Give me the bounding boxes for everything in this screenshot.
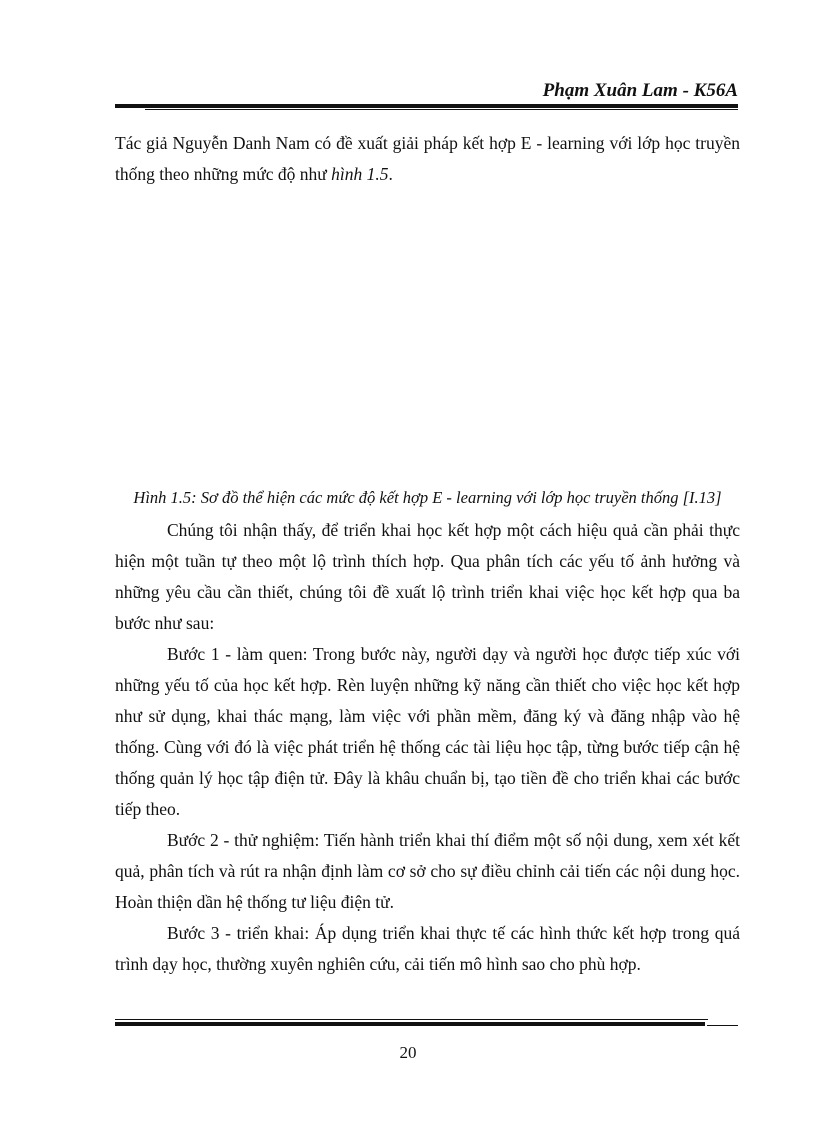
paragraph: Chúng tôi nhận thấy, để triển khai học kết hợp một cách hiệu quả cần phải thực hiện một tuần tự theo một lộ trình thích hợp. Qua phân tích các yếu tố ảnh hưởng và những yêu cầu cần thiết, chúng tôi đề xuất lộ trình triển khai việc học kết hợp qua ba bước như sau: [115, 520, 740, 633]
intro-text: Tác giả Nguyễn Danh Nam có đề xuất giải pháp kết hợp E - learning với lớp học truyền thống theo những mức độ như [115, 133, 740, 184]
footer-divider-thin [115, 1019, 708, 1020]
figure-reference: hình 1.5 [331, 164, 389, 184]
header-divider-thin [145, 109, 738, 110]
figure-placeholder [115, 200, 740, 475]
body-text [115, 515, 740, 980]
intro-text-end: . [388, 164, 393, 184]
footer-divider [115, 1019, 738, 1027]
figure-caption: Hình 1.5: Sơ đồ thể hiện các mức độ kết hợp E - learning với lớp học truyền thống [I.13] [133, 488, 722, 507]
header-divider-thick [115, 104, 738, 108]
paragraph: Bước 3 - triển khai: Áp dụng triển khai thực tế các hình thức kết hợp trong quá trình dạy học, thường xuyên nghiên cứu, cải tiến mô hình sao cho phù hợp. [115, 923, 740, 974]
footer-divider-tail [707, 1025, 738, 1026]
paragraph: Bước 1 - làm quen: Trong bước này, người dạy và người học được tiếp xúc với những yếu tố của học kết hợp. Rèn luyện những kỹ năng cần thiết cho việc học kết hợp như sử dụng, khai thác mạng, làm việc với phần mềm, đăng ký và đăng nhập vào hệ thống. Cùng với đó là việc phát triển hệ thống các tài liệu học tập, từng bước tiếp cận hệ thống quản lý học tập điện tử. Đây là khâu chuẩn bị, tạo tiền đề cho triển khai các bước tiếp theo. [115, 644, 740, 819]
page-number: 20 [399, 1043, 417, 1062]
footer-divider-thick [115, 1022, 705, 1026]
intro-paragraph [115, 128, 740, 190]
header-divider [115, 104, 738, 112]
paragraph: Bước 2 - thử nghiệm: Tiến hành triển khai thí điểm một số nội dung, xem xét kết quả, phân tích và rút ra nhận định làm cơ sở cho sự điều chỉnh cải tiến các nội dung học. Hoàn thiện dần hệ thống tư liệu điện tử. [115, 830, 740, 912]
header-author: Phạm Xuân Lam - K56A [542, 80, 738, 101]
